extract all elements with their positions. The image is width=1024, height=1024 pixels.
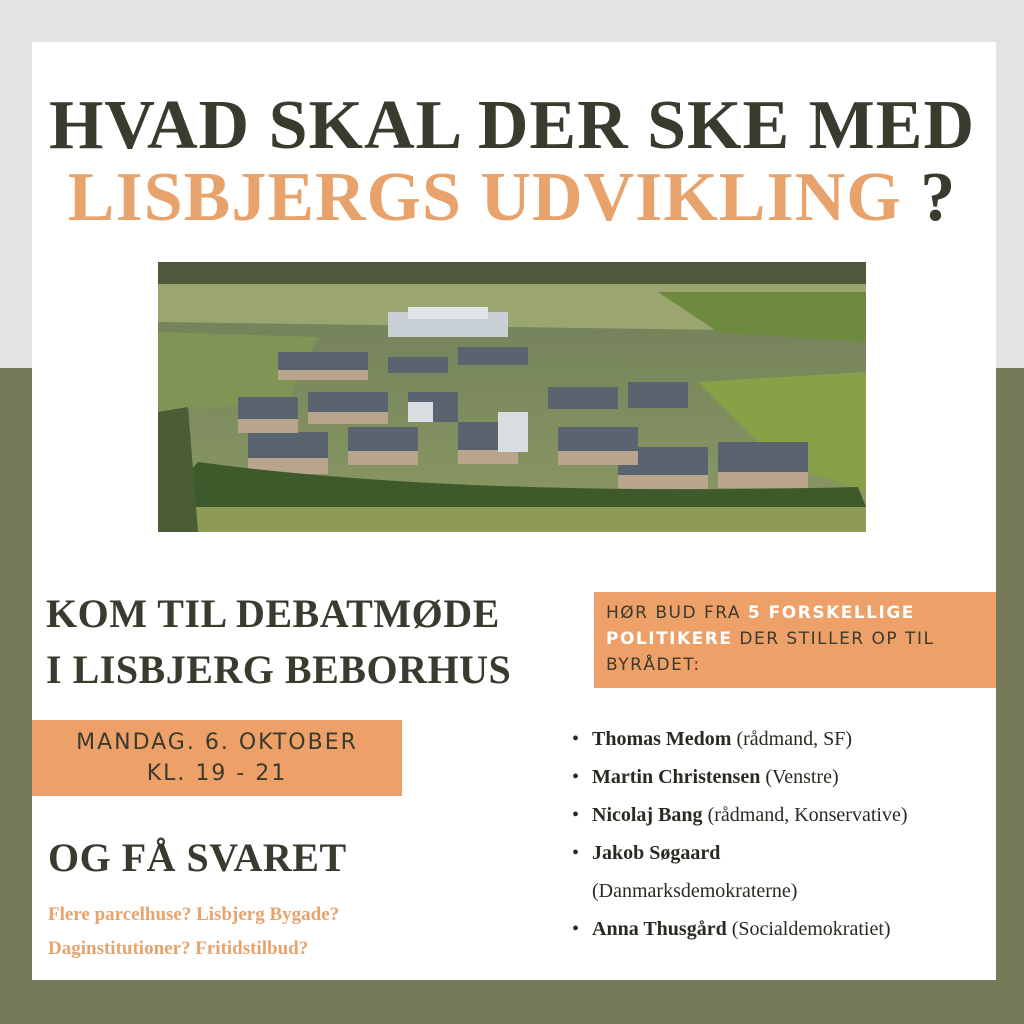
politicians-box — [594, 592, 996, 688]
politician-role: (rådmand, Konservative) — [707, 804, 908, 826]
politician-name: Jakob Søgaard — [592, 842, 721, 864]
politician-role: (rådmand, SF) — [736, 728, 852, 750]
politician-item — [570, 758, 1000, 796]
questions-line-1: Flere parcelhuse? Lisbjerg Bygade? — [48, 904, 340, 925]
politician-name: Thomas Medom — [592, 728, 732, 750]
politician-item — [570, 720, 1000, 758]
date-box — [32, 720, 402, 796]
event-date: MANDAG. 6. OKTOBER — [76, 730, 358, 755]
politician-name: Anna Thusgård — [592, 918, 727, 940]
politicians-box-part-2: DER STILLER OP TIL BYRÅDET: — [606, 629, 935, 675]
bullet-icon: • — [572, 766, 580, 788]
politicians-list — [570, 720, 1000, 948]
bullet-icon: • — [572, 918, 580, 940]
aerial-photo-illustration — [158, 262, 866, 532]
bullet-icon: • — [572, 804, 580, 826]
invite-line-1: KOM TIL DEBATMØDE — [46, 591, 500, 636]
aerial-photo — [158, 262, 866, 532]
politician-role: (Socialdemokratiet) — [731, 918, 891, 940]
headline-line-1: HVAD SKAL DER SKE MED — [48, 87, 975, 164]
politicians-box-part-1: HØR BUD FRA — [606, 603, 748, 623]
event-time: KL. 19 - 21 — [146, 761, 288, 786]
politicians-box-highlight: 5 FORSKELLIGE POLITIKERE — [606, 603, 915, 649]
politician-item — [570, 910, 1000, 948]
invite-line-2: I LISBJERG BEBORHUS — [46, 647, 512, 692]
bullet-icon: • — [572, 842, 580, 864]
politician-name: Nicolaj Bang — [592, 804, 703, 826]
politician-item — [570, 834, 1000, 910]
answer-heading: OG FÅ SVARET — [48, 835, 347, 880]
politician-name: Martin Christensen — [592, 766, 761, 788]
politician-item — [570, 796, 1000, 834]
politicians-box-text — [606, 600, 991, 678]
headline-question-mark: ? — [920, 159, 957, 236]
headline-line-2 — [0, 158, 1024, 238]
headline-highlight: LISBJERGS UDVIKLING — [67, 159, 902, 236]
politician-role: (Danmarksdemokraterne) — [592, 880, 798, 902]
politician-role: (Venstre) — [765, 766, 839, 788]
questions-line-2: Daginstitutioner? Fritidstilbud? — [48, 938, 309, 959]
bullet-icon: • — [572, 728, 580, 750]
